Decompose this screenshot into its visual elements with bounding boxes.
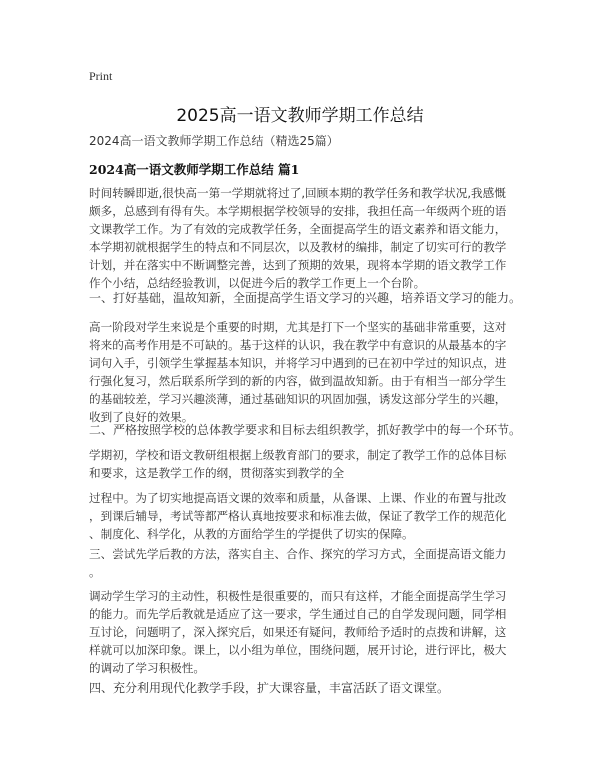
- paragraph-line: 本学期初就根据学生的特点和不同层次，以及教材的编排，制定了切实可行的教学: [89, 240, 507, 254]
- paragraph-line: 的能力。而先学后教就是适应了这一要求，学生通过自己的自学发现问题，同学相: [89, 607, 507, 621]
- paragraph-line: 的基础较差，学习兴趣淡薄，通过基础知识的巩固加强，诱发这部分学生的兴趣，: [89, 392, 507, 406]
- point-4-heading: 四、充分利用现代化教学手段，扩大课容量，丰富活跃了语文课堂。: [89, 681, 450, 695]
- point-3-paragraph: [89, 587, 529, 677]
- paragraph-line: 文课教学工作。为了有效的完成教学任务，全面提高学生的语文素养和语文能力，: [89, 222, 507, 236]
- paragraph-line: 作个小结，总结经验教训，以促进今后的教学工作更上一个台阶。: [89, 276, 426, 290]
- print-label[interactable]: Print: [89, 69, 113, 83]
- paragraph-line: ，到课后辅导，考试等都严格认真地按要求和标准去做，保证了教学工作的规范化: [89, 509, 507, 523]
- paragraph-line: 高一阶段对学生来说是个重要的时期，尤其是打下一个坚实的基础非常重要，这对: [89, 320, 507, 334]
- paragraph-line: 收到了良好的效果。: [89, 410, 194, 424]
- page-title: 2025高一语文教师学期工作总结: [176, 106, 424, 126]
- paragraph-line: 。: [89, 565, 101, 579]
- paragraph-line: 过程中。为了切实地提高语文课的效率和质量，从备课、上课、作业的布置与批改: [89, 491, 507, 505]
- paragraph-line: 词句入手，引领学生掌握基本知识，并将学习中遇到的已在初中学过的知识点，进: [89, 356, 507, 370]
- paragraph-line: 计划，并在落实中不断调整完善，达到了预期的效果，现将本学期的语文教学工作: [89, 258, 507, 272]
- paragraph-line: 、制度化、科学化，从教的方面给学生的学提供了切实的保障。: [89, 527, 414, 541]
- point-1-heading: 一、打好基础，温故知新，全面提高学生语文学习的兴趣，培养语文学习的能力。: [89, 291, 522, 305]
- paragraph-line: 的调动了学习积极性。: [89, 661, 205, 675]
- point-2-paragraph-b: [89, 489, 529, 543]
- section-heading: 2024高一语文教师学期工作总结 篇1: [89, 162, 300, 177]
- paragraph-line: 时间转瞬即逝,很快高一第一学期就将过了,回顾本期的教学任务和教学状况,我感慨: [89, 186, 506, 200]
- point-2-heading: 二、严格按照学校的总体教学要求和目标去组织教学，抓好教学中的每一个环节。: [89, 423, 522, 437]
- point-3-heading: [89, 545, 529, 581]
- paragraph-line: 和要求，这是教学工作的纲，贯彻落实到教学的全: [89, 466, 345, 480]
- paragraph-line: 互讨论，问题明了，深入探究后，如果还有疑问，教师给予适时的点拨和讲解，这: [89, 625, 507, 639]
- paragraph-line: 三、尝试先学后教的方法，落实自主、合作、探究的学习方式，全面提高语文能力: [89, 547, 507, 561]
- point-1-paragraph: [89, 318, 529, 426]
- paragraph-line: 学期初，学校和语文教研组根据上级教育部门的要求，制定了教学工作的总体目标: [89, 448, 507, 462]
- paragraph-line: 将来的高考作用是不可缺的。基于这样的认识，我在教学中有意识的从最基本的字: [89, 338, 507, 352]
- paragraph-line: 行强化复习，然后联系所学到的新的内容，做到温故知新。由于有相当一部分学生: [89, 374, 507, 388]
- document-subtitle: 2024高一语文教师学期工作总结（精选25篇）: [89, 134, 339, 148]
- point-2-paragraph-a: [89, 446, 529, 482]
- paragraph-line: 颇多，总感到有得有失。本学期根据学校领导的安排，我担任高一年级两个班的语: [89, 204, 507, 218]
- paragraph-line: 样就可以加深印象。课上，以小组为单位，围绕问题，展开讨论，进行评比，极大: [89, 643, 507, 657]
- intro-paragraph: [89, 184, 529, 292]
- paragraph-line: 调动学生学习的主动性，积极性是很重要的，而只有这样，才能全面提高学生学习: [89, 589, 507, 603]
